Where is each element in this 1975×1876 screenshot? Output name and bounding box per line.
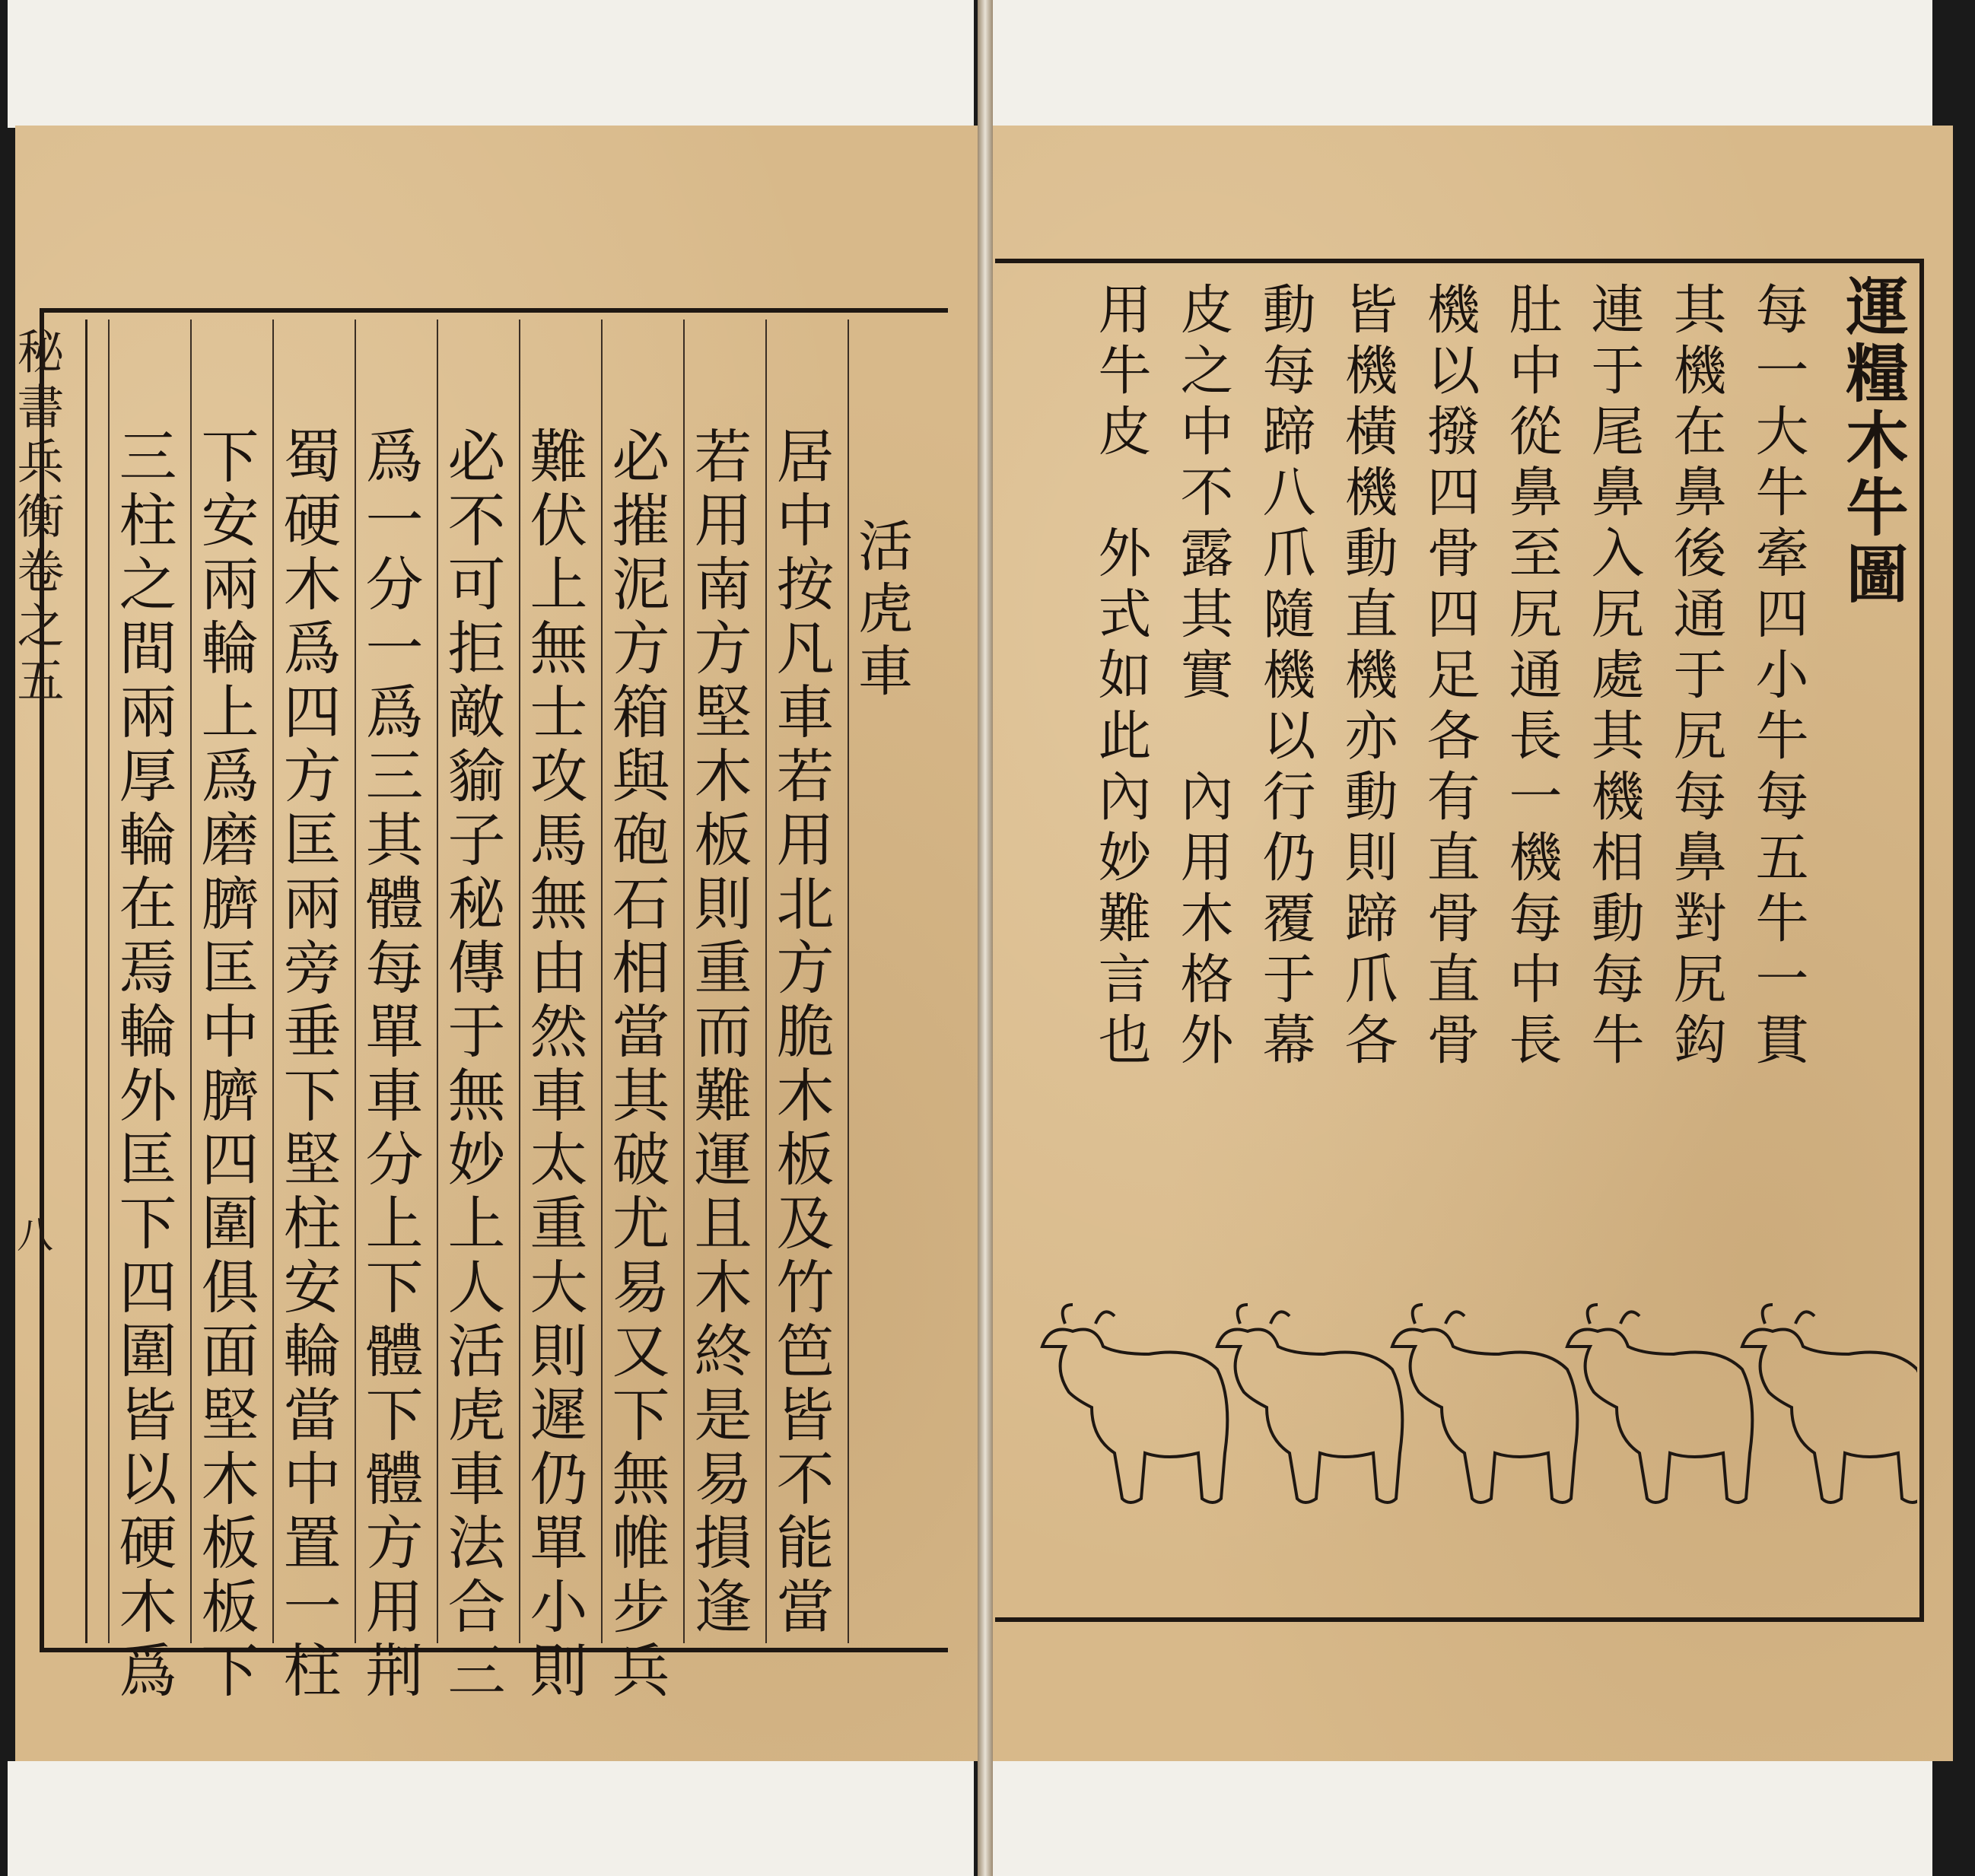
column-rule	[765, 320, 767, 1643]
text-column: 每一大牛牽四小牛每五牛一貫	[1747, 281, 1809, 1073]
ox-figure	[1217, 1305, 1402, 1502]
column-rule	[601, 320, 603, 1643]
text-column: 肚中從鼻至尻通長一機每中長	[1500, 281, 1563, 1073]
text-column: 必不可拒敵貐子秘傳于無妙上人活虎車法合三	[438, 426, 506, 1704]
ox-figure	[1567, 1305, 1752, 1502]
column-rule	[683, 320, 685, 1643]
column-rule	[108, 320, 110, 1643]
book-gutter	[978, 0, 993, 1876]
text-column: 三柱之間兩厚輪在焉輪外匡下四圍皆以硬木爲	[110, 426, 177, 1704]
column-rule	[437, 320, 438, 1643]
text-column: 用牛皮 外式如此內妙難言也	[1089, 281, 1152, 1073]
five-oxen-illustration	[1012, 1301, 1917, 1544]
page-number: 八	[17, 1214, 54, 1257]
text-column: 蜀硬木爲四方匡兩旁垂下堅柱安輪當中置一柱	[274, 426, 342, 1704]
text-column: 必摧泥方箱與砲石相當其破尤易又下無帷步兵	[603, 426, 670, 1704]
text-column: 機以撥四骨四足各有直骨直骨	[1418, 281, 1480, 1073]
section-heading: 活虎車	[849, 517, 913, 704]
ox-figure	[1392, 1305, 1577, 1502]
top-flyleaf-right	[989, 0, 1932, 128]
column-rule	[190, 320, 192, 1643]
text-column: 動每蹄八爪隨機以行仍覆于幕	[1254, 281, 1316, 1073]
column-rule	[355, 320, 356, 1643]
text-column: 其機在鼻後通于尻每鼻對尻鈎	[1665, 281, 1727, 1073]
text-column: 居中按凡車若用北方脆木板及竹笆皆不能當	[767, 426, 835, 1640]
text-column: 爲一分一爲三其體每單車分上下體下體方用荆	[356, 426, 424, 1704]
ox-figure	[1742, 1305, 1917, 1502]
margin-title: 秘書兵衡卷之五	[9, 327, 65, 711]
text-column: 若用南方堅木板則重而難運且木終是易損逢	[685, 426, 752, 1640]
column-rule	[519, 320, 520, 1643]
text-column: 皮之中不露其實 內用木格外	[1172, 281, 1234, 1073]
column-rule	[848, 320, 849, 1643]
top-flyleaf-left	[8, 0, 974, 128]
bottom-flyleaf-right	[989, 1761, 1932, 1876]
text-column: 難伏上無士攻馬無由然車太重大則遲仍單小則	[520, 426, 588, 1704]
text-column: 連于尾鼻入尻處其機相動每牛	[1582, 281, 1645, 1073]
ox-figure	[1042, 1305, 1227, 1502]
column-rule	[272, 320, 274, 1643]
text-column: 下安兩輪上爲磨臍匡中臍四圍俱面堅木板板下	[192, 426, 259, 1704]
text-column: 皆機橫機動直機亦動則蹄爪各	[1336, 281, 1398, 1073]
figure-title: 運糧木牛圖	[1836, 274, 1909, 609]
bottom-flyleaf-left	[8, 1761, 974, 1876]
